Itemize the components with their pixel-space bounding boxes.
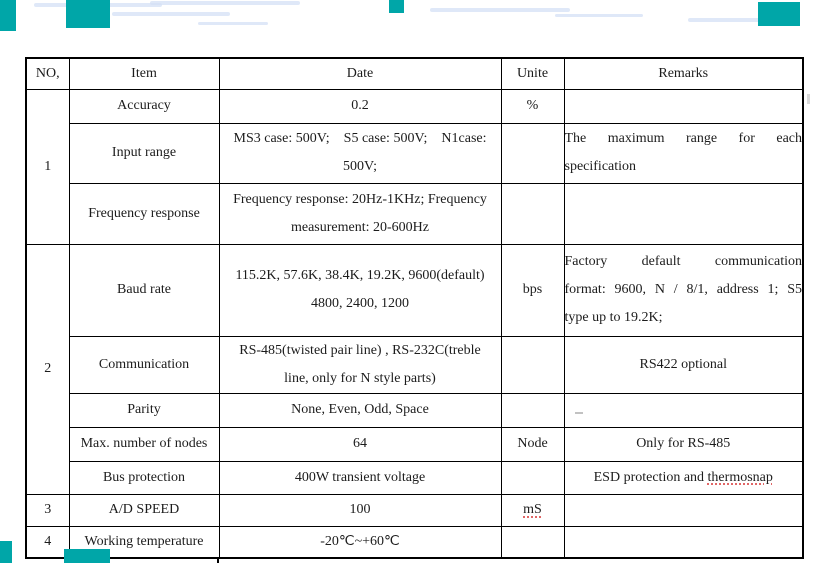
input-range-date-line1: MS3 case: 500V; S5 case: 500V; N1case: [233,131,487,146]
row-communication [26,336,803,393]
spec-table [25,57,804,559]
frequency-response-date [219,183,501,244]
row-input-range [26,123,803,183]
header-remarks: Remarks [564,58,803,89]
bus-protection-unite [501,461,564,494]
input-range-unite [501,123,564,183]
communication-unite [501,336,564,393]
teal-artifact-top [66,0,110,28]
working-temp-unite [501,526,564,558]
scan-smudge [555,14,643,17]
baud-rate-date-line1: 115.2K, 57.6K, 38.4K, 19.2K, 9600(default) [235,268,485,283]
ad-speed-date: 100 [219,494,501,526]
baud-rate-unite: bps [501,244,564,336]
scan-smudge [430,8,570,12]
input-range-date-line2: 500V; [343,159,377,174]
bus-protection-item: Bus protection [69,461,219,494]
max-nodes-unite: Node [501,427,564,461]
bus-protection-date: 400W transient voltage [219,461,501,494]
bus-protection-remarks [564,461,803,494]
table-stub-line [217,558,219,563]
teal-artifact-bottom [64,549,110,563]
row-parity [26,393,803,427]
stray-mark [807,94,810,104]
input-range-remarks-line1: The maximum range for each [564,131,802,146]
max-nodes-date: 64 [219,427,501,461]
baud-rate-remarks-line1: Factory default communication [564,254,802,269]
communication-remarks: RS422 optional [564,336,803,393]
header-row [26,58,803,89]
group-2-no: 2 [26,244,69,494]
row-ad-speed [26,494,803,526]
row-accuracy [26,89,803,123]
teal-artifact-top-right [758,2,800,26]
communication-date-line2: line, only for N style parts) [284,370,436,386]
accuracy-date: 0.2 [219,89,501,123]
frequency-response-unite [501,183,564,244]
frequency-response-date-line2: measurement: 20-600Hz [290,219,429,235]
working-temp-no: 4 [26,526,69,558]
ad-speed-no: 3 [26,494,69,526]
bus-protection-remarks-misspelled-word: thermosnap [707,469,773,485]
header-item: Item [69,58,219,89]
max-nodes-remarks: Only for RS-485 [564,427,803,461]
baud-rate-remarks [564,244,803,336]
parity-remarks [564,393,803,427]
frequency-response-date-line1: Frequency response: 20Hz-1KHz; Frequency [233,191,487,207]
header-date: Date [219,58,501,89]
baud-rate-date-line2: 4800, 2400, 1200 [311,296,409,311]
scan-smudge [150,1,300,5]
max-nodes-item: Max. number of nodes [69,427,219,461]
teal-artifact-bottom-left [0,541,12,563]
working-temp-item: Working temperature [69,526,219,558]
header-no: NO, [26,58,69,89]
row-max-nodes [26,427,803,461]
scan-smudge [198,22,268,25]
input-range-item: Input range [69,123,219,183]
baud-rate-remarks-line3: type up to 19.2K; [564,310,663,325]
frequency-response-remarks [564,183,803,244]
teal-artifact-top-mid [389,0,404,13]
ad-speed-item: A/D SPEED [69,494,219,526]
input-range-remarks [564,123,803,183]
accuracy-unite: % [501,89,564,123]
communication-item: Communication [69,336,219,393]
parity-item: Parity [69,393,219,427]
communication-date [219,336,501,393]
header-unite: Unite [501,58,564,89]
accuracy-remarks [564,89,803,123]
baud-rate-remarks-line2: format: 9600, N / 8/1, address 1; S5 [564,282,802,297]
communication-date-line1: RS-485(twisted pair line) , RS-232C(treble [239,342,481,358]
working-temp-remarks [564,526,803,558]
teal-artifact-top-left [0,0,16,31]
row-bus-protection [26,461,803,494]
parity-remark-faint-mark [575,412,583,414]
row-baud-rate [26,244,803,336]
input-range-remarks-line2: specification [564,159,637,174]
working-temp-date: -20℃~+60℃ [219,526,501,558]
frequency-response-item: Frequency response [69,183,219,244]
baud-rate-date [219,244,501,336]
bus-protection-remarks-text: ESD protection and [593,469,708,485]
input-range-date [219,123,501,183]
accuracy-item: Accuracy [69,89,219,123]
ad-speed-unite [501,494,564,526]
ad-speed-unite-misspelled-word: mS [523,502,542,517]
row-working-temp [26,526,803,558]
scan-smudge [112,12,230,16]
group-1-no: 1 [26,89,69,244]
ad-speed-remarks [564,494,803,526]
parity-unite [501,393,564,427]
row-frequency-response [26,183,803,244]
baud-rate-item: Baud rate [69,244,219,336]
parity-date: None, Even, Odd, Space [219,393,501,427]
